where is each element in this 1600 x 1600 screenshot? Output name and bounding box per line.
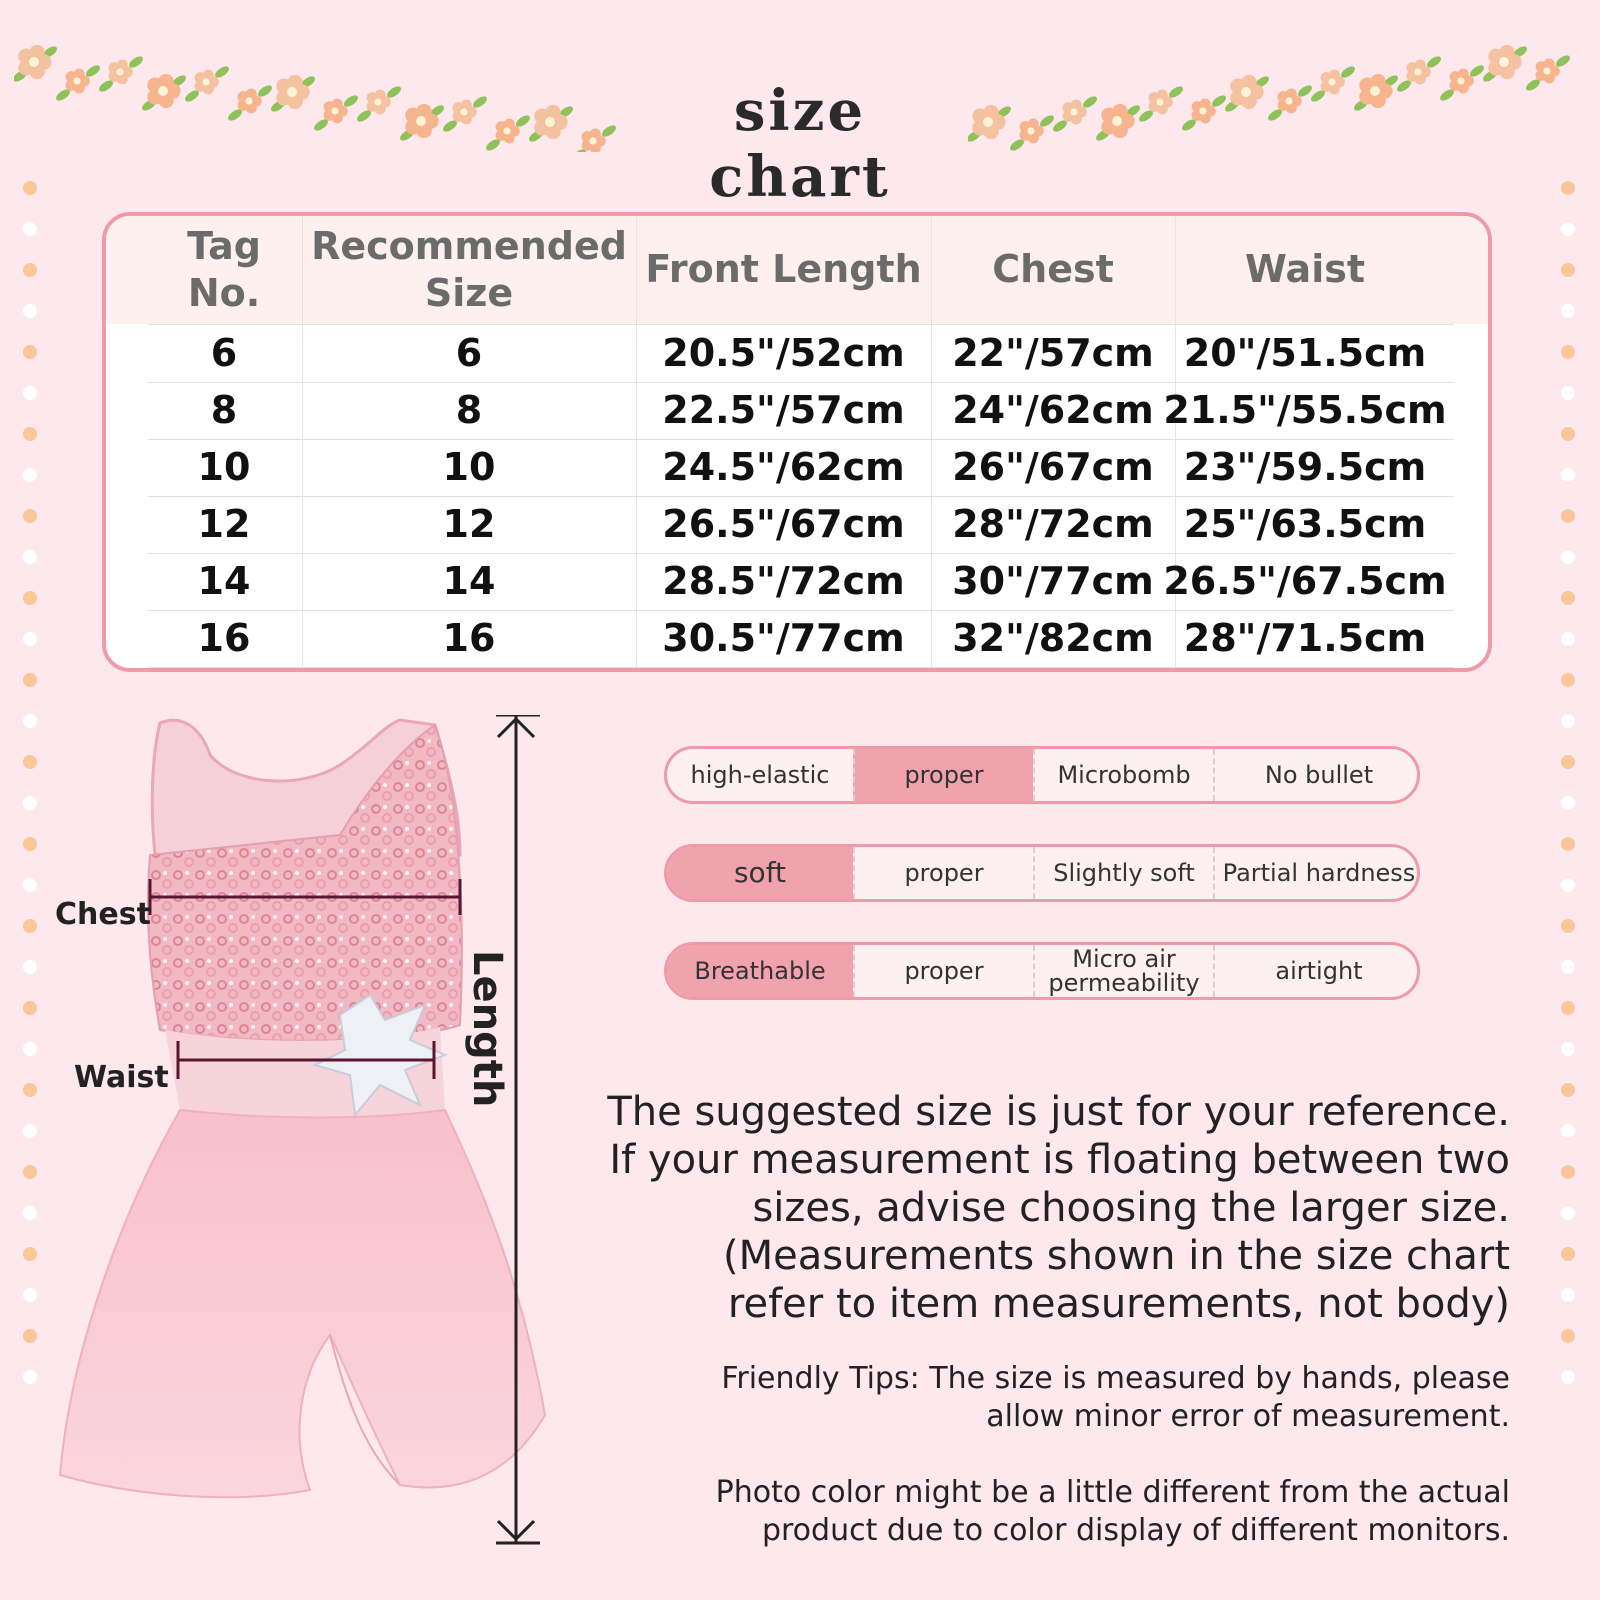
note-line: The suggested size is just for your reference. [607, 1089, 1510, 1135]
cell-waist: 21.5"/55.5cm [1163, 388, 1447, 432]
cell-recommended-size: 12 [442, 502, 496, 546]
header-waist: Waist [1244, 247, 1365, 292]
size-advice-note [530, 1088, 1510, 1328]
note-line: If your measurement is floating between two [609, 1137, 1510, 1183]
note-line: (Measurements shown in the size chart [722, 1233, 1510, 1279]
flower-garland-left [14, 32, 634, 152]
header-chest: Chest [992, 247, 1114, 292]
dress-diagram [40, 715, 580, 1545]
property-option: Microbomb [1033, 749, 1213, 801]
cell-waist: 20"/51.5cm [1183, 331, 1427, 375]
cell-recommended-size: 8 [455, 388, 483, 432]
cell-tag-no: 16 [197, 616, 251, 660]
cell-recommended-size: 10 [442, 445, 496, 489]
property-option: proper [853, 847, 1033, 899]
cell-recommended-size: 6 [455, 331, 483, 375]
cell-recommended-size: 16 [442, 616, 496, 660]
tips-line: allow minor error of measurement. [986, 1399, 1510, 1434]
flower-garland-right [968, 32, 1588, 152]
softness-bar [664, 844, 1420, 902]
waist-label: Waist [74, 1060, 169, 1095]
property-option: Breathable [667, 945, 853, 997]
cell-tag-no: 8 [210, 388, 238, 432]
color-note-line: product due to color display of different monitors. [761, 1513, 1510, 1548]
cell-front-length: 22.5"/57cm [662, 388, 905, 432]
property-option: Partial hardness [1213, 847, 1420, 899]
property-option: airtight [1213, 945, 1420, 997]
cell-chest: 24"/62cm [952, 388, 1154, 432]
color-note-line: Photo color might be a little different from the actual [715, 1475, 1510, 1510]
note-line: refer to item measurements, not body) [727, 1281, 1510, 1327]
property-option: soft [667, 847, 853, 899]
cell-chest: 30"/77cm [952, 559, 1154, 603]
cell-waist: 25"/63.5cm [1183, 502, 1427, 546]
cell-tag-no: 10 [197, 445, 251, 489]
breathability-bar [664, 942, 1420, 1000]
chest-label: Chest [55, 897, 151, 932]
cell-tag-no: 6 [210, 331, 238, 375]
cell-front-length: 20.5"/52cm [662, 331, 905, 375]
cell-chest: 26"/67cm [952, 445, 1154, 489]
header-tag-no: Tag No. [187, 223, 261, 315]
cell-waist: 23"/59.5cm [1183, 445, 1427, 489]
page-title: size chart [709, 78, 891, 210]
header-recommended-size: Recommended Size [311, 223, 627, 315]
header-front-length: Front Length [645, 247, 922, 292]
cell-front-length: 28.5"/72cm [662, 559, 905, 603]
cell-waist: 28"/71.5cm [1183, 616, 1427, 660]
dot-border-right [1556, 180, 1580, 1400]
cell-tag-no: 12 [197, 502, 251, 546]
property-option: high-elastic [690, 761, 830, 789]
cell-chest: 22"/57cm [952, 331, 1154, 375]
cell-chest: 32"/82cm [952, 616, 1154, 660]
cell-front-length: 24.5"/62cm [662, 445, 905, 489]
property-option: proper [853, 749, 1033, 801]
dot-border-left [18, 180, 42, 1400]
cell-chest: 28"/72cm [952, 502, 1154, 546]
tips-line: Friendly Tips: The size is measured by hands, please [721, 1361, 1510, 1396]
elasticity-bar [664, 746, 1420, 804]
property-option: Micro air permeability [1033, 945, 1213, 997]
size-table [102, 212, 1492, 672]
property-option: Slightly soft [1033, 847, 1213, 899]
cell-recommended-size: 14 [442, 559, 496, 603]
note-line: sizes, advise choosing the larger size. [752, 1185, 1510, 1231]
photo-color-note [560, 1474, 1510, 1550]
property-option: proper [853, 945, 1033, 997]
friendly-tips-note [560, 1360, 1510, 1436]
cell-tag-no: 14 [197, 559, 251, 603]
cell-front-length: 26.5"/67cm [662, 502, 905, 546]
cell-waist: 26.5"/67.5cm [1163, 559, 1447, 603]
property-option: No bullet [1213, 749, 1420, 801]
cell-front-length: 30.5"/77cm [662, 616, 905, 660]
length-label: Length [464, 950, 510, 1108]
